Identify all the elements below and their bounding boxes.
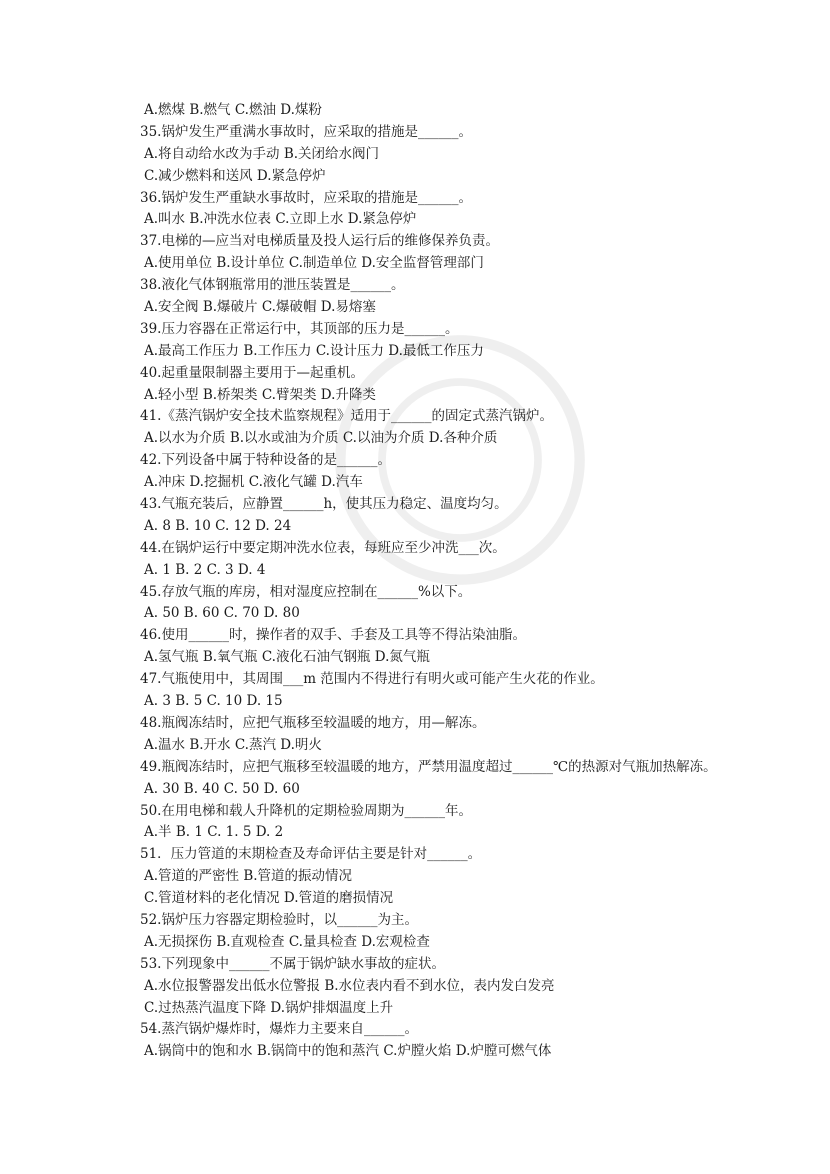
answer-options: A.温水 B.开水 C.蒸汽 D.明火 (144, 736, 322, 753)
question-text: 45.存放气瓶的库房，相对湿度应控制在______%以下。 (140, 583, 472, 600)
question-text: 53.下列现象中______不属于锅炉缺水事故的症状。 (140, 955, 445, 972)
question-text: 40.起重量限制器主要用于—起重机。 (140, 364, 364, 381)
question-text: 47.气瓶使用中，其周围___m 范围内不得进行有明火或可能产生火花的作业。 (140, 671, 604, 688)
question-text: 51．压力管道的末期检查及寿命评估主要是针对______。 (140, 846, 482, 863)
answer-options: A. 50 B. 60 C. 70 D. 80 (144, 605, 300, 622)
answer-options: A.半 B. 1 C. 1. 5 D. 2 (144, 824, 284, 841)
question-text: 37.电梯的—应当对电梯质量及投人运行后的维修保养负责。 (140, 233, 499, 250)
answer-options: A. 3 B. 5 C. 10 D. 15 (144, 693, 283, 710)
answer-options: A.使用单位 B.设计单位 C.制造单位 D.安全监督管理部门 (144, 255, 484, 272)
answer-options: A.氢气瓶 B.氧气瓶 C.液化石油气钢瓶 D.氮气瓶 (144, 649, 430, 666)
answer-options: A.燃煤 B.燃气 C.燃油 D.煤粉 (144, 102, 322, 118)
answer-options: C.减少燃料和送风 D.紧急停炉 (144, 167, 326, 184)
answer-options: A. 8 B. 10 C. 12 D. 24 (144, 517, 292, 534)
question-list (127, 100, 797, 1063)
answer-options: A.冲床 D.挖掘机 C.液化气罐 D.汽车 (144, 474, 363, 491)
answer-options: C.过热蒸汽温度下降 D.锅炉排烟温度上升 (144, 999, 394, 1016)
answer-options: A.叫水 B.冲洗水位表 C.立即上水 D.紧急停炉 (144, 211, 417, 228)
question-text: 42.下列设备中属于特种设备的是______。 (140, 452, 391, 469)
answer-options: A.水位报警器发出低水位警报 B.水位表内看不到水位，表内发白发亮 (144, 977, 555, 994)
question-text: 39.压力容器在正常运行中，其顶部的压力是______。 (140, 320, 459, 337)
answer-options: A.将自动给水改为手动 B.关闭给水阀门 (144, 145, 380, 162)
question-text: 36.锅炉发生严重缺水事故时，应采取的措施是______。 (140, 189, 472, 206)
answer-options: A.以水为介质 B.以水或油为介质 C.以油为介质 D.各种介质 (144, 430, 498, 447)
question-text: 46.使用______时，操作者的双手、手套及工具等不得沾染油脂。 (140, 627, 526, 644)
answer-options: A.无损探伤 B.直观检查 C.量具检查 D.宏观检查 (144, 933, 430, 950)
question-text: 38.液化气体钢瓶常用的泄压装置是______。 (140, 277, 405, 294)
answer-options: A.锅筒中的饱和水 B.锅筒中的饱和蒸汽 C.炉膛火焰 D.炉膛可燃气体 (144, 1043, 552, 1060)
question-text: 43.气瓶充装后，应静置______h，使其压力稳定、温度均匀。 (140, 496, 508, 513)
question-text: 44.在锅炉运行中要定期冲洗水位表，每班应至少冲洗___次。 (140, 539, 506, 556)
answer-options: A. 1 B. 2 C. 3 D. 4 (144, 561, 266, 578)
answer-options: A.管道的严密性 B.管道的振动情况 (144, 868, 353, 885)
question-text: 49.瓶阀冻结时，应把气瓶移至较温暖的地方，严禁用温度超过______℃的热源对气瓶加热解冻。 (140, 758, 717, 775)
question-text: 48.瓶阀冻结时，应把气瓶移至较温暖的地方，用—解冻。 (140, 714, 486, 731)
answer-options: A.最高工作压力 B.工作压力 C.设计压力 D.最低工作压力 (144, 342, 484, 359)
question-text: 41.《蒸汽锅炉安全技术监察规程》适用于______的固定式蒸汽锅炉。 (140, 408, 553, 425)
answer-options: C.管道材料的老化情况 D.管道的磨损情况 (144, 890, 394, 907)
answer-options: A.轻小型 B.桥架类 C.臂架类 D.升降类 (144, 386, 376, 403)
answer-options: A. 30 B. 40 C. 50 D. 60 (144, 780, 300, 797)
question-text: 35.锅炉发生严重满水事故时，应采取的措施是______。 (140, 123, 472, 140)
question-text: 54.蒸汽锅炉爆炸时，爆炸力主要来自______。 (140, 1021, 418, 1038)
question-text: 50.在用电梯和载人升降机的定期检验周期为______年。 (140, 802, 472, 819)
question-text: 52.锅炉压力容器定期检验时，以______为主。 (140, 911, 418, 928)
answer-options: A.安全阀 B.爆破片 C.爆破帽 D.易熔塞 (144, 299, 376, 316)
